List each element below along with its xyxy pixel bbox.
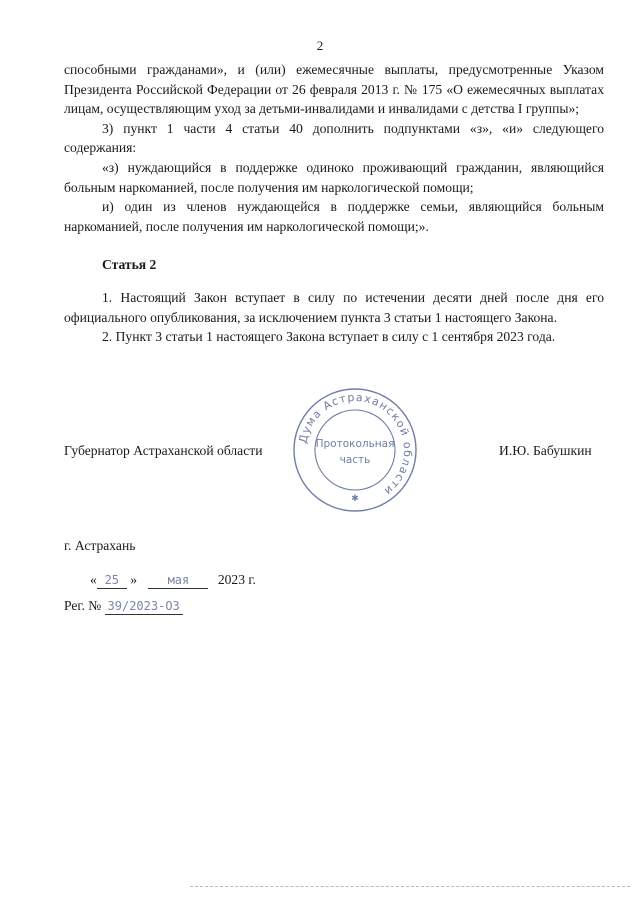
paragraph-item-3: 3) пункт 1 части 4 статьи 40 дополнить подпунктами «з», «и» следующего содержания: [64, 120, 604, 156]
date-month: мая [167, 573, 190, 587]
date-open-quote: « [90, 572, 97, 587]
stamp-center-line-1: Протокольная [315, 438, 395, 450]
article-2-heading: Статья 2 [102, 257, 157, 272]
paragraph-continuation: способными гражданами», и (или) ежемесячные выплаты, предусмотренные Указом Президента Российской Федерации от 26 февраля 2013 г. № 175 «О ежемесячных выплатах лицам, осуществляющим уход за детьми-инвалидами и инвалидами с детства I группы»; [64, 62, 604, 117]
paragraph-subitem-z: «з) нуждающийся в поддержке одиноко проживающий гражданин, являющийся больным наркоманией, после получения им наркологической помощи; [64, 159, 604, 195]
signature-name: И.Ю. Бабушкин [499, 443, 592, 458]
article-2-body [64, 288, 604, 347]
date-close-quote: » [130, 572, 137, 587]
law-body-text [64, 60, 604, 236]
registration-number: 39/2023-ОЗ [107, 599, 180, 613]
date-year: 2023 г. [217, 572, 256, 587]
paragraph-subitem-i: и) один из членов нуждающейся в поддержке семьи, являющийся больным наркоманией, после получения им наркологической помощи;». [64, 199, 604, 234]
page-number: 2 [316, 38, 324, 53]
city-label: г. Астрахань [64, 538, 136, 553]
signature-position: Губернатор Астраханской области [64, 443, 263, 458]
stamp-ring-text: Дума Астраханской области [296, 390, 415, 499]
article-2-point-1: 1. Настоящий Закон вступает в силу по истечении десяти дней после дня его официального опубликования, за исключением пункта 3 статьи 1 настоящего Закона. [64, 290, 604, 325]
page-footer-divider [190, 886, 630, 887]
stamp-star-icon: ✱ [351, 494, 359, 504]
date-day: 25 [104, 573, 120, 587]
stamp-outer-ring [294, 389, 416, 511]
signing-date [90, 572, 256, 589]
official-stamp-icon [290, 385, 420, 515]
stamp-center-line-2: часть [339, 454, 371, 466]
article-2-point-2: 2. Пункт 3 статьи 1 настоящего Закона вступает в силу с 1 сентября 2023 года. [102, 329, 556, 345]
registration-line [64, 598, 183, 615]
stamp-inner-ring [315, 410, 395, 490]
registration-label: Рег. № [64, 598, 102, 613]
